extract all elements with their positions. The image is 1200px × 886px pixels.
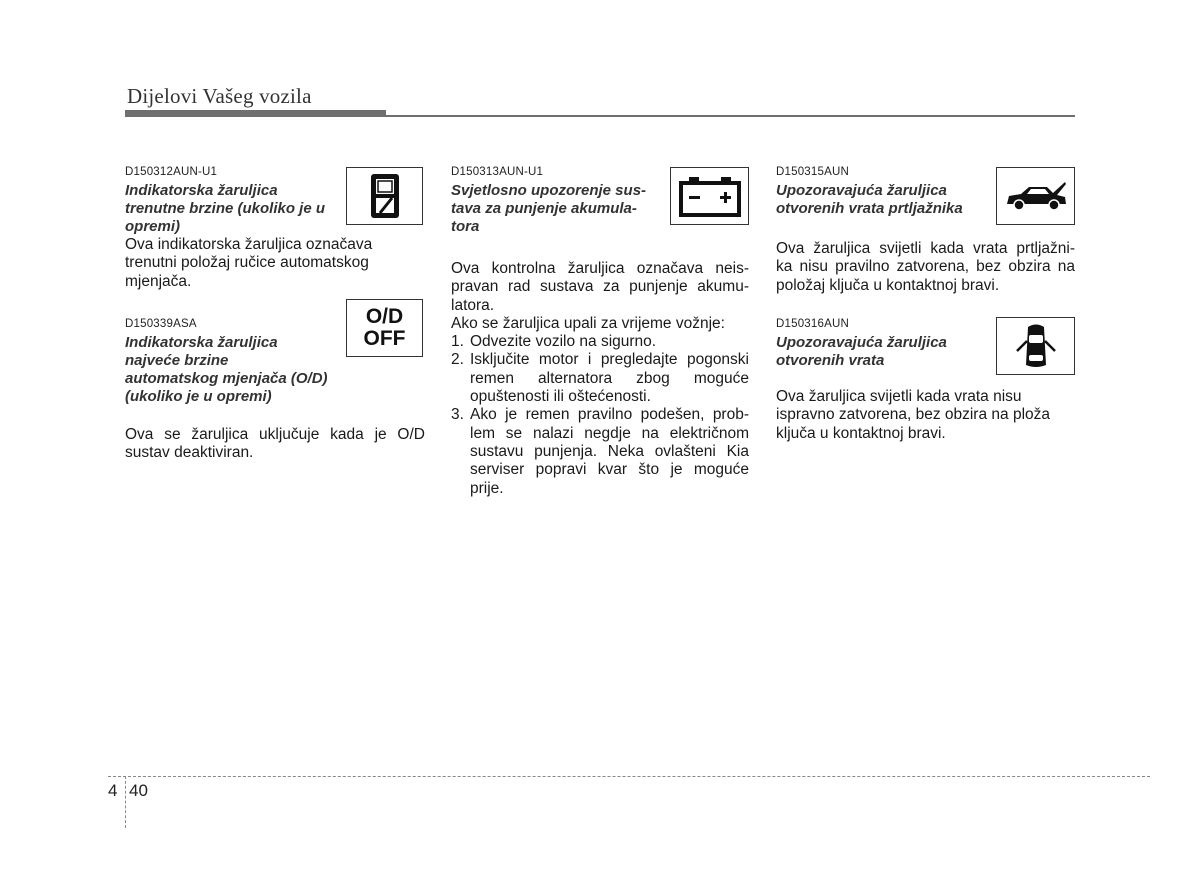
- section-heading: [125, 182, 345, 236]
- footer-rule: [108, 776, 1150, 777]
- section-body: [451, 260, 749, 498]
- trunk-open-icon: [996, 167, 1075, 225]
- section-body: [125, 236, 425, 291]
- body-line: ključa u kontaktnoj bravi.: [776, 424, 946, 442]
- heading-line: trenutne brzine (ukoliko je u: [125, 200, 326, 217]
- body-line: trenutni položaj ručice automatskog: [125, 254, 369, 272]
- list-item: [451, 333, 749, 351]
- page-number: 40: [129, 781, 148, 800]
- heading-line: tora: [451, 218, 480, 235]
- section-heading: [451, 182, 666, 236]
- body-line: položaj ključa u kontaktnoj bravi.: [776, 276, 1000, 294]
- list-item: [451, 351, 749, 406]
- body-line: Ova indikatorska žaruljica označava: [125, 236, 373, 253]
- step-line: lem se nalazi negdje na električnom: [470, 424, 749, 442]
- section-body: [776, 240, 1075, 295]
- step-number: 2.: [451, 351, 464, 369]
- heading-line: opremi): [125, 218, 181, 235]
- heading-line: tava za punjenje akumula-: [451, 200, 637, 217]
- section-code: D150312AUN-U1: [125, 166, 218, 178]
- body-line: Ako se žaruljica upali za vrijeme vožnje:: [451, 314, 725, 332]
- step-line: opuštenosti ili oštećenosti.: [470, 388, 651, 406]
- body-line: Ova kontrolna žaruljica označava neis-: [451, 260, 749, 277]
- section-heading: [125, 334, 365, 406]
- body-line: sustav deaktiviran.: [125, 444, 254, 462]
- heading-line: Svjetlosno upozorenje sus-: [451, 182, 647, 199]
- seven-segment-gear-icon: [346, 167, 423, 225]
- heading-line: Upozoravajuća žaruljica: [776, 182, 947, 199]
- body-line: latora.: [451, 296, 495, 314]
- body-line: pravan rad sustava za punjenje akumu-: [451, 278, 749, 296]
- section-code: D150315AUN: [776, 166, 849, 178]
- step-line: Ako je remen pravilno podešen, prob-: [470, 406, 749, 424]
- step-line: remen alternatora zbog moguće: [470, 369, 749, 387]
- section-code: D150313AUN-U1: [451, 166, 544, 178]
- heading-line: otvorenih vrata prtljažnika: [776, 200, 963, 217]
- header-rule-thick: [125, 110, 386, 117]
- section-heading: [776, 182, 991, 218]
- od-label: O/D: [365, 305, 404, 328]
- body-line: mjenjača.: [125, 272, 192, 290]
- step-line: sustavu punjenja. Neka ovlašteni Kia: [470, 442, 749, 460]
- body-line: ka nisu pravilno zatvorena, bez obzira na: [776, 258, 1075, 276]
- body-line: Ova se žaruljica uključuje kada je O/D: [125, 426, 425, 443]
- section-code: D150316AUN: [776, 318, 849, 330]
- heading-line: najveće brzine: [125, 352, 229, 369]
- heading-line: otvorenih vrata: [776, 352, 885, 369]
- step-line: Odvezite vozilo na sigurno.: [470, 333, 657, 351]
- step-line: serviser popravi kvar što je moguće: [470, 461, 749, 479]
- step-number: 1.: [451, 333, 464, 351]
- heading-line: Upozoravajuća žaruljica: [776, 334, 947, 351]
- chapter-number: 4: [108, 781, 118, 800]
- body-line: ispravno zatvorena, bez obzira na ploža: [776, 406, 1050, 424]
- body-line: Ova žaruljica svijetli kada vrata nisu: [776, 388, 1022, 405]
- heading-line: (ukoliko je u opremi): [125, 388, 272, 405]
- heading-line: Indikatorska žaruljica: [125, 182, 278, 199]
- battery-icon: [670, 167, 749, 225]
- step-number: 3.: [451, 406, 464, 424]
- heading-line: automatskog mjenjača (O/D): [125, 370, 328, 387]
- footer-divider: [125, 776, 126, 828]
- heading-line: Indikatorska žaruljica: [125, 334, 278, 351]
- door-open-icon: [996, 317, 1075, 375]
- section-code: D150339ASA: [125, 318, 197, 330]
- step-line: Isključite motor i pregledajte pogonski: [470, 351, 749, 369]
- step-line: prije.: [470, 479, 504, 497]
- section-heading: [776, 334, 991, 370]
- list-item: [451, 406, 749, 497]
- off-label: OFF: [363, 327, 406, 350]
- section-body: [125, 426, 425, 463]
- body-line: Ova žaruljica svijetli kada vrata prtljažni-: [776, 240, 1075, 257]
- steps-list: [451, 333, 749, 498]
- section-title: Dijelovi Vašeg vozila: [127, 84, 312, 108]
- header-rule-thin: [386, 115, 1075, 117]
- section-body: [776, 388, 1075, 443]
